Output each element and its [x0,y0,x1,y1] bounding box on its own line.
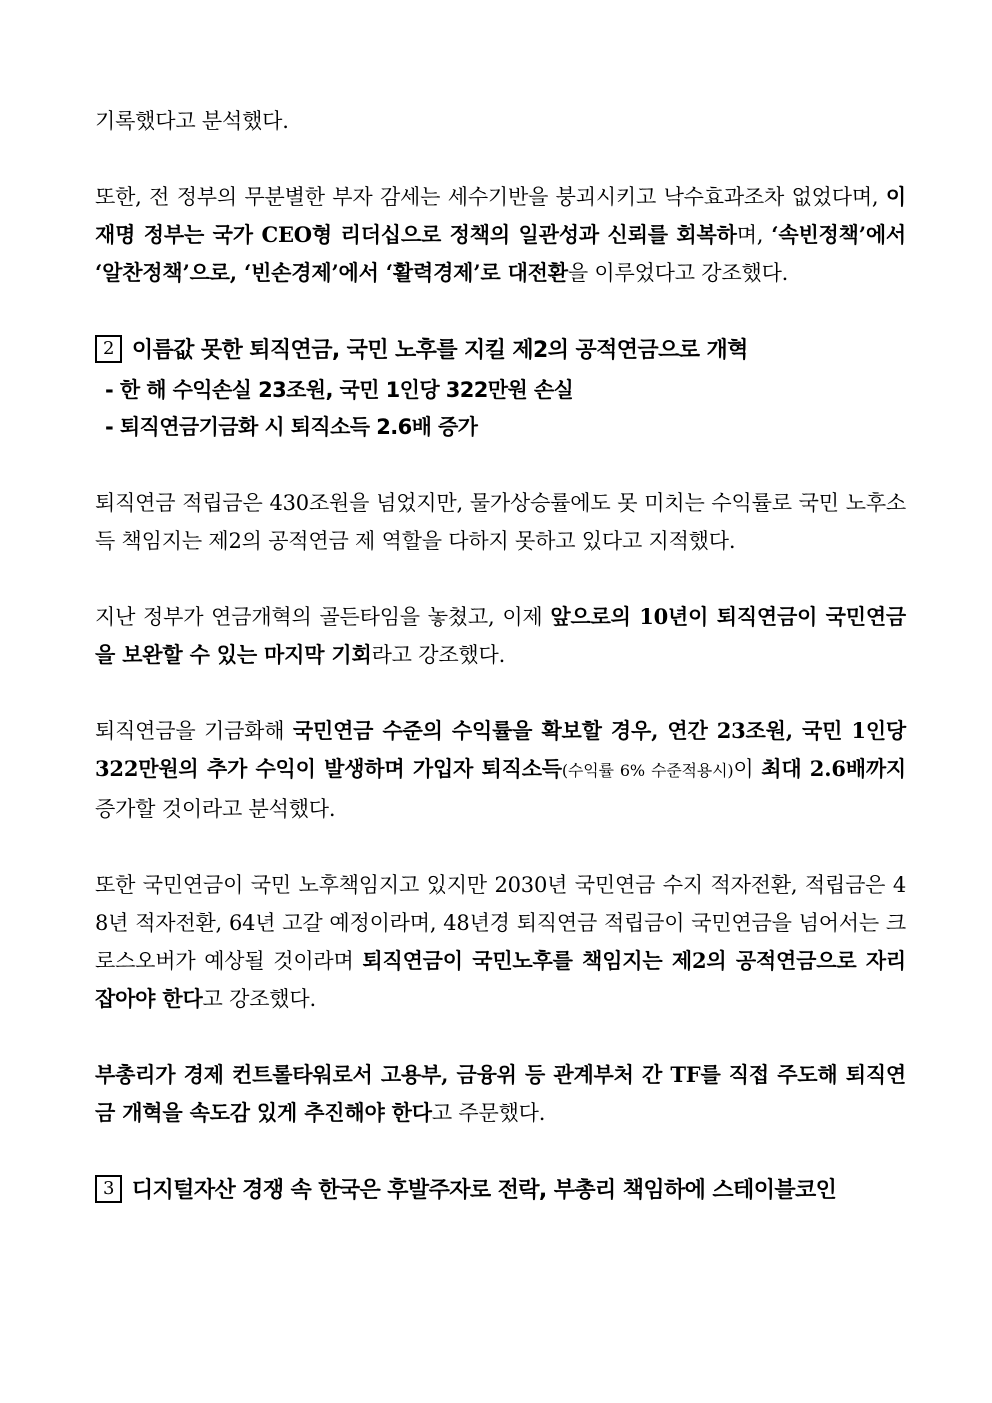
paragraph-pension-reserve [95,484,906,560]
text-run: 퇴직연금이 국민노후를 책임지는 제2의 공적연금으로 자리 잡아야 한다 [95,948,906,1011]
text-run: 국민연금 수준의 수익률을 확보할 경우, 연간 23조원, 국민 1인당 322만원의 추가 수익이 발생하며 가입자 퇴직소득 [95,718,906,781]
text-run: (수익률 6% 수준적용시) [561,761,734,780]
paragraph-national-pension-outlook [95,866,906,1018]
section-number-box: 3 [95,1175,122,1203]
text-run: 고 주문했다. [431,1101,546,1125]
paragraph-deputy-pm-tf [95,1056,906,1132]
text-run: 지난 정부가 연금개혁의 골든타임을 놓쳤고, 이제 [95,605,551,629]
text-run: 라고 강조했다. [371,643,506,667]
text-run: 앞으로의 10년이 퇴직연금이 국민연금을 보완할 수 있는 마지막 기회 [95,604,907,667]
document-body [95,102,906,1212]
text-run: 을 이루었다고 강조했다. [567,261,789,285]
text-run: 퇴직연금을 기금화해 [95,719,293,743]
text-run: 고 강조했다. [202,987,316,1011]
text-run: 퇴직연금 적립금은 430조원을 넘었지만, 물가상승률에도 못 미치는 수익률로 국민 노후소득 책임지는 제2의 공적연금 제 역할을 다하지 못하고 있다고 지적했다. [95,491,906,553]
section-title-line [95,330,906,372]
section-heading-3 [95,1170,906,1212]
section-subpoint: - 한 해 수익손실 23조원, 국민 1인당 322만원 손실 [105,378,574,402]
text-run: ‘속빈정책’에서 ‘알찬정책’으로, ‘빈손경제’에서 ‘활력경제’로 대전환 [95,222,906,285]
section-title: 이름값 못한 퇴직연금, 국민 노후를 지킬 제2의 공적연금으로 개혁 [131,338,748,363]
paragraph-intro-analysis [95,102,906,140]
text-run: 부총리가 경제 컨트롤타워로서 고용부, 금융위 등 관계부처 간 TF를 직접 주도해 퇴직연금 개혁을 속도감 있게 추진해야 한다 [95,1062,906,1125]
paragraph-fundization-effect [95,712,906,828]
text-run: 또한 국민연금이 국민 노후책임지고 있지만 2030년 국민연금 수지 적자전환, 적립금은 48년 적자전환, 64년 고갈 예정이라며, 48년경 퇴직연금 적립금이 국민연금을 넘어서는 크로스오버가 예상될 것이라며 [95,873,906,973]
paragraph-golden-time [95,598,906,674]
section-heading-2 [95,330,906,446]
text-run: 기록했다고 분석했다. [95,109,289,133]
paragraph-tax-cut-critique [95,178,906,292]
text-run: 며, [736,223,772,247]
text-run: 최대 2.6배까지 [761,756,907,781]
section-number-box: 2 [95,335,122,363]
text-run: 또한, 전 정부의 무분별한 부자 감세는 세수기반을 붕괴시키고 낙수효과조차 없었다며, [95,185,886,209]
text-run: 증가할 것이라고 분석했다. [95,797,336,821]
section-subpoint: - 퇴직연금기금화 시 퇴직소득 2.6배 증가 [105,415,478,439]
text-run: 이 [733,757,762,781]
text-run: 이재명 정부는 국가 CEO형 리더십으로 정책의 일관성과 신뢰를 회복하 [95,184,906,247]
section-title: 디지털자산 경쟁 속 한국은 후발주자로 전락, 부총리 책임하에 스테이블코인 [131,1178,837,1203]
section-title-line [95,1170,906,1212]
